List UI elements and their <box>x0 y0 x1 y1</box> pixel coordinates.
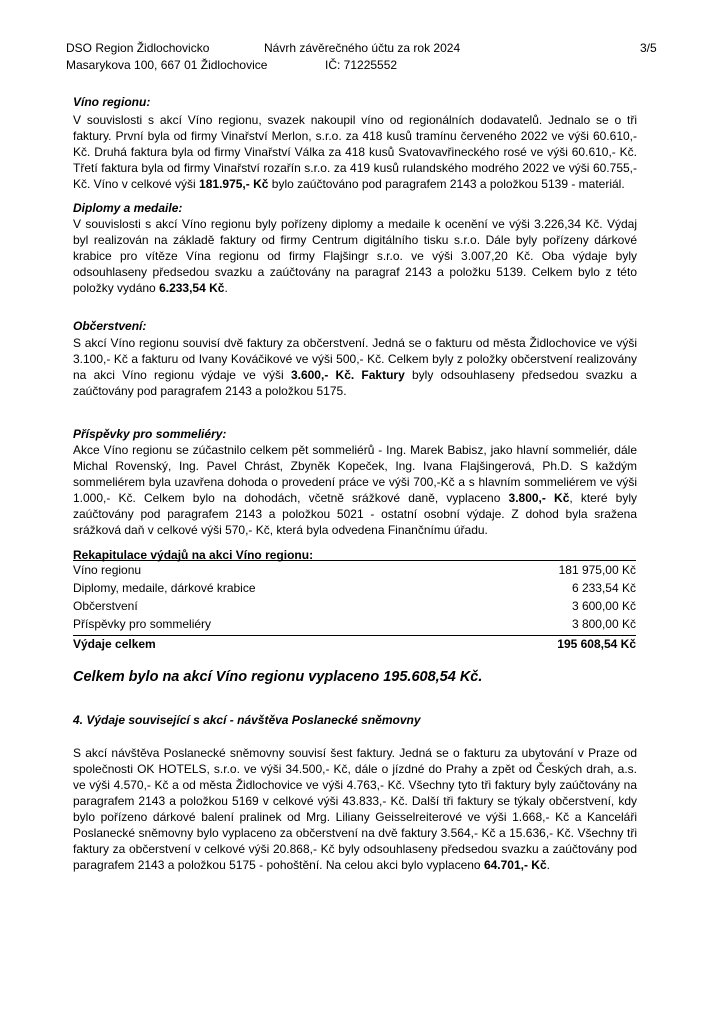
section-paragraph: S akcí Víno regionu souvisí dvě faktury za občerstvení. Jedná se o fakturu od města Židlochovice ve výši 3.100,- Kč a fakturu od Ivany Kováčikové ve výši 500,- Kč. Celkem byly z položky občerstvení realizovány na akci Víno regionu výdaje ve výši 3.600,- Kč. Faktury byly odsouhlaseny předsedou svazku a zaúčtovány pod paragrafem 2143 a položkou 5175. <box>73 336 637 398</box>
recap-total-label: Výdaje celkem <box>73 637 156 651</box>
section-paragraph: V souvislosti s akcí Víno regionu, svazek nakoupil víno od regionálních dodavatelů. Jednalo se o tři faktury. První byla od firmy Vinařství Merlon, s.r.o. za 418 kusů tramínu červeného 2022 ve výši 60.610,- Kč. Druhá faktura byla od firmy Vinařství Válka za 418 kusů Svatovavřineckého rosé ve výši 60.610,- Kč. Třetí faktura byla od firmy Vinařství rozařín s.r.o. za 419 kusů rulandského modrého 2022 ve výši 60.755,- Kč. Víno v celkové výši 181.975,- Kč bylo zaúčtováno pod paragrafem 2143 a položkou 5139 - materiál. <box>73 113 637 191</box>
recap-title: Rekapitulace výdajů na akci Víno regionu: <box>73 548 314 562</box>
recap-row-value: 181 975,00 Kč <box>558 563 636 577</box>
section-heading: Občerstvení: <box>73 319 147 333</box>
recap-row <box>73 615 636 633</box>
recap-row-value: 3 800,00 Kč <box>571 617 636 631</box>
recap-total-value: 195 608,54 Kč <box>557 637 636 651</box>
recap-table <box>73 560 636 653</box>
section-obcerstveni <box>73 318 637 399</box>
section-paragraph: Akce Víno regionu se zúčastnilo celkem pět sommeliérů - Ing. Marek Babisz, jako hlavní sommeliér, dále Michal Rovenský, Ing. Pavel Chrást, Zbyněk Kopeček, Ing. Ivana Flajšingerová, Ph.D. S každým sommeliérem byla uzavřena dohoda o provedení práce ve výši 700,-Kč a s hlavním sommeliérem ve výši 1.000,- Kč. Celkem bylo na dohodách, včetně srážkové daně, vyplaceno 3.800,- Kč, které byly zaúčtovány pod paragrafem 2143 a položkou 5021 - ostatní osobní výdaje. Z dohod byla sražena srážková daň v celkové výši 570,- Kč, která byla odvedena Finančnímu úřadu. <box>73 443 637 537</box>
recap-row-label: Diplomy, medaile, dárkové krabice <box>73 581 256 595</box>
summary-line: Celkem bylo na akcí Víno regionu vyplaceno 195.608,54 Kč. <box>73 669 483 685</box>
header-title: Návrh závěrečného účtu za rok 2024 <box>264 41 461 55</box>
recap-row-label: Občerstvení <box>73 599 138 613</box>
recap-total-row <box>73 635 636 653</box>
section-4 <box>73 745 637 873</box>
recap-row-label: Příspěvky pro sommeliéry <box>73 617 212 631</box>
header-org: DSO Region Židlochovicko <box>66 41 210 55</box>
section-heading: Příspěvky pro sommeliéry: <box>73 427 227 441</box>
recap-row-value: 6 233,54 Kč <box>571 581 636 595</box>
amount: 6.233,54 Kč <box>159 281 225 295</box>
amount: 3.800,- Kč <box>508 491 570 505</box>
section-paragraph: S akcí návštěva Poslanecké sněmovny souvisí šest faktury. Jedná se o fakturu za ubytování v Praze od společnosti OK HOTELS, s.r.o. ve výši 34.500,- Kč, dále o jízdné do Prahy a zpět od Českých drah, a.s. ve výši 4.570,- Kč a od města Židlochovice ve výši 4.763,- Kč. Všechny tyto tři faktury byly zaúčtovány na paragrafem 2143 a položkou 5169 v celkové výši 43.833,- Kč. Další tři faktury se týkaly občerstvení, kdy bylo pořízeno dárkové balení pralinek od Mrg. Liliany Geisselreiterové ve výši 1.668,- Kč a Kanceláři Poslanecké sněmovny bylo vyplaceno za občerstvení na dvě faktury 3.564,- Kč a 15.636,- Kč. Všechny tři faktury za občerstvení v celkové výši 20.868,- Kč byly odsouhlaseny předsedou svazku a zaúčtovány pod paragrafem 2143 a položkou 5175 - pohoštění. Na celou akci bylo vyplaceno 64.701,- Kč. <box>73 746 637 872</box>
recap-row <box>73 597 636 615</box>
section-vino <box>73 94 637 192</box>
section-paragraph: V souvislosti s akcí Víno regionu byly pořízeny diplomy a medaile k ocenění ve výši 3.226,34 Kč. Výdaj byl realizován na základě faktury od firmy Centrum digitálního tisku s.r.o. Dále byly pořízeny dárkové krabice pro vítěze Vína regionu od firmy Flajšingr s.r.o. ve výši 3.007,20 Kč. Oba výdaje byly odsouhlaseny předsedou svazku a zaúčtovány na paragraf 2143 a položku 5139. Celkem bylo z této položky vydáno 6.233,54 Kč. <box>73 217 637 295</box>
section-heading: Diplomy a medaile: <box>73 201 183 215</box>
recap-row <box>73 561 636 579</box>
page-number: 3/5 <box>640 41 657 55</box>
amount: 3.600,- Kč. Faktury <box>290 368 405 382</box>
amount: 64.701,- Kč <box>483 858 547 872</box>
recap-row-label: Víno regionu <box>73 563 142 577</box>
section-sommelieri <box>73 426 637 538</box>
section-diplomy <box>73 200 637 296</box>
header-ico: IČ: 71225552 <box>325 58 398 72</box>
section-4-heading: 4. Výdaje související s akcí - návštěva Poslanecké sněmovny <box>73 713 421 727</box>
section-heading: Víno regionu: <box>73 95 151 109</box>
recap-row-value: 3 600,00 Kč <box>571 599 636 613</box>
amount: 181.975,- Kč <box>199 177 269 191</box>
header-address: Masarykova 100, 667 01 Židlochovice <box>66 58 268 72</box>
recap-row <box>73 579 636 597</box>
